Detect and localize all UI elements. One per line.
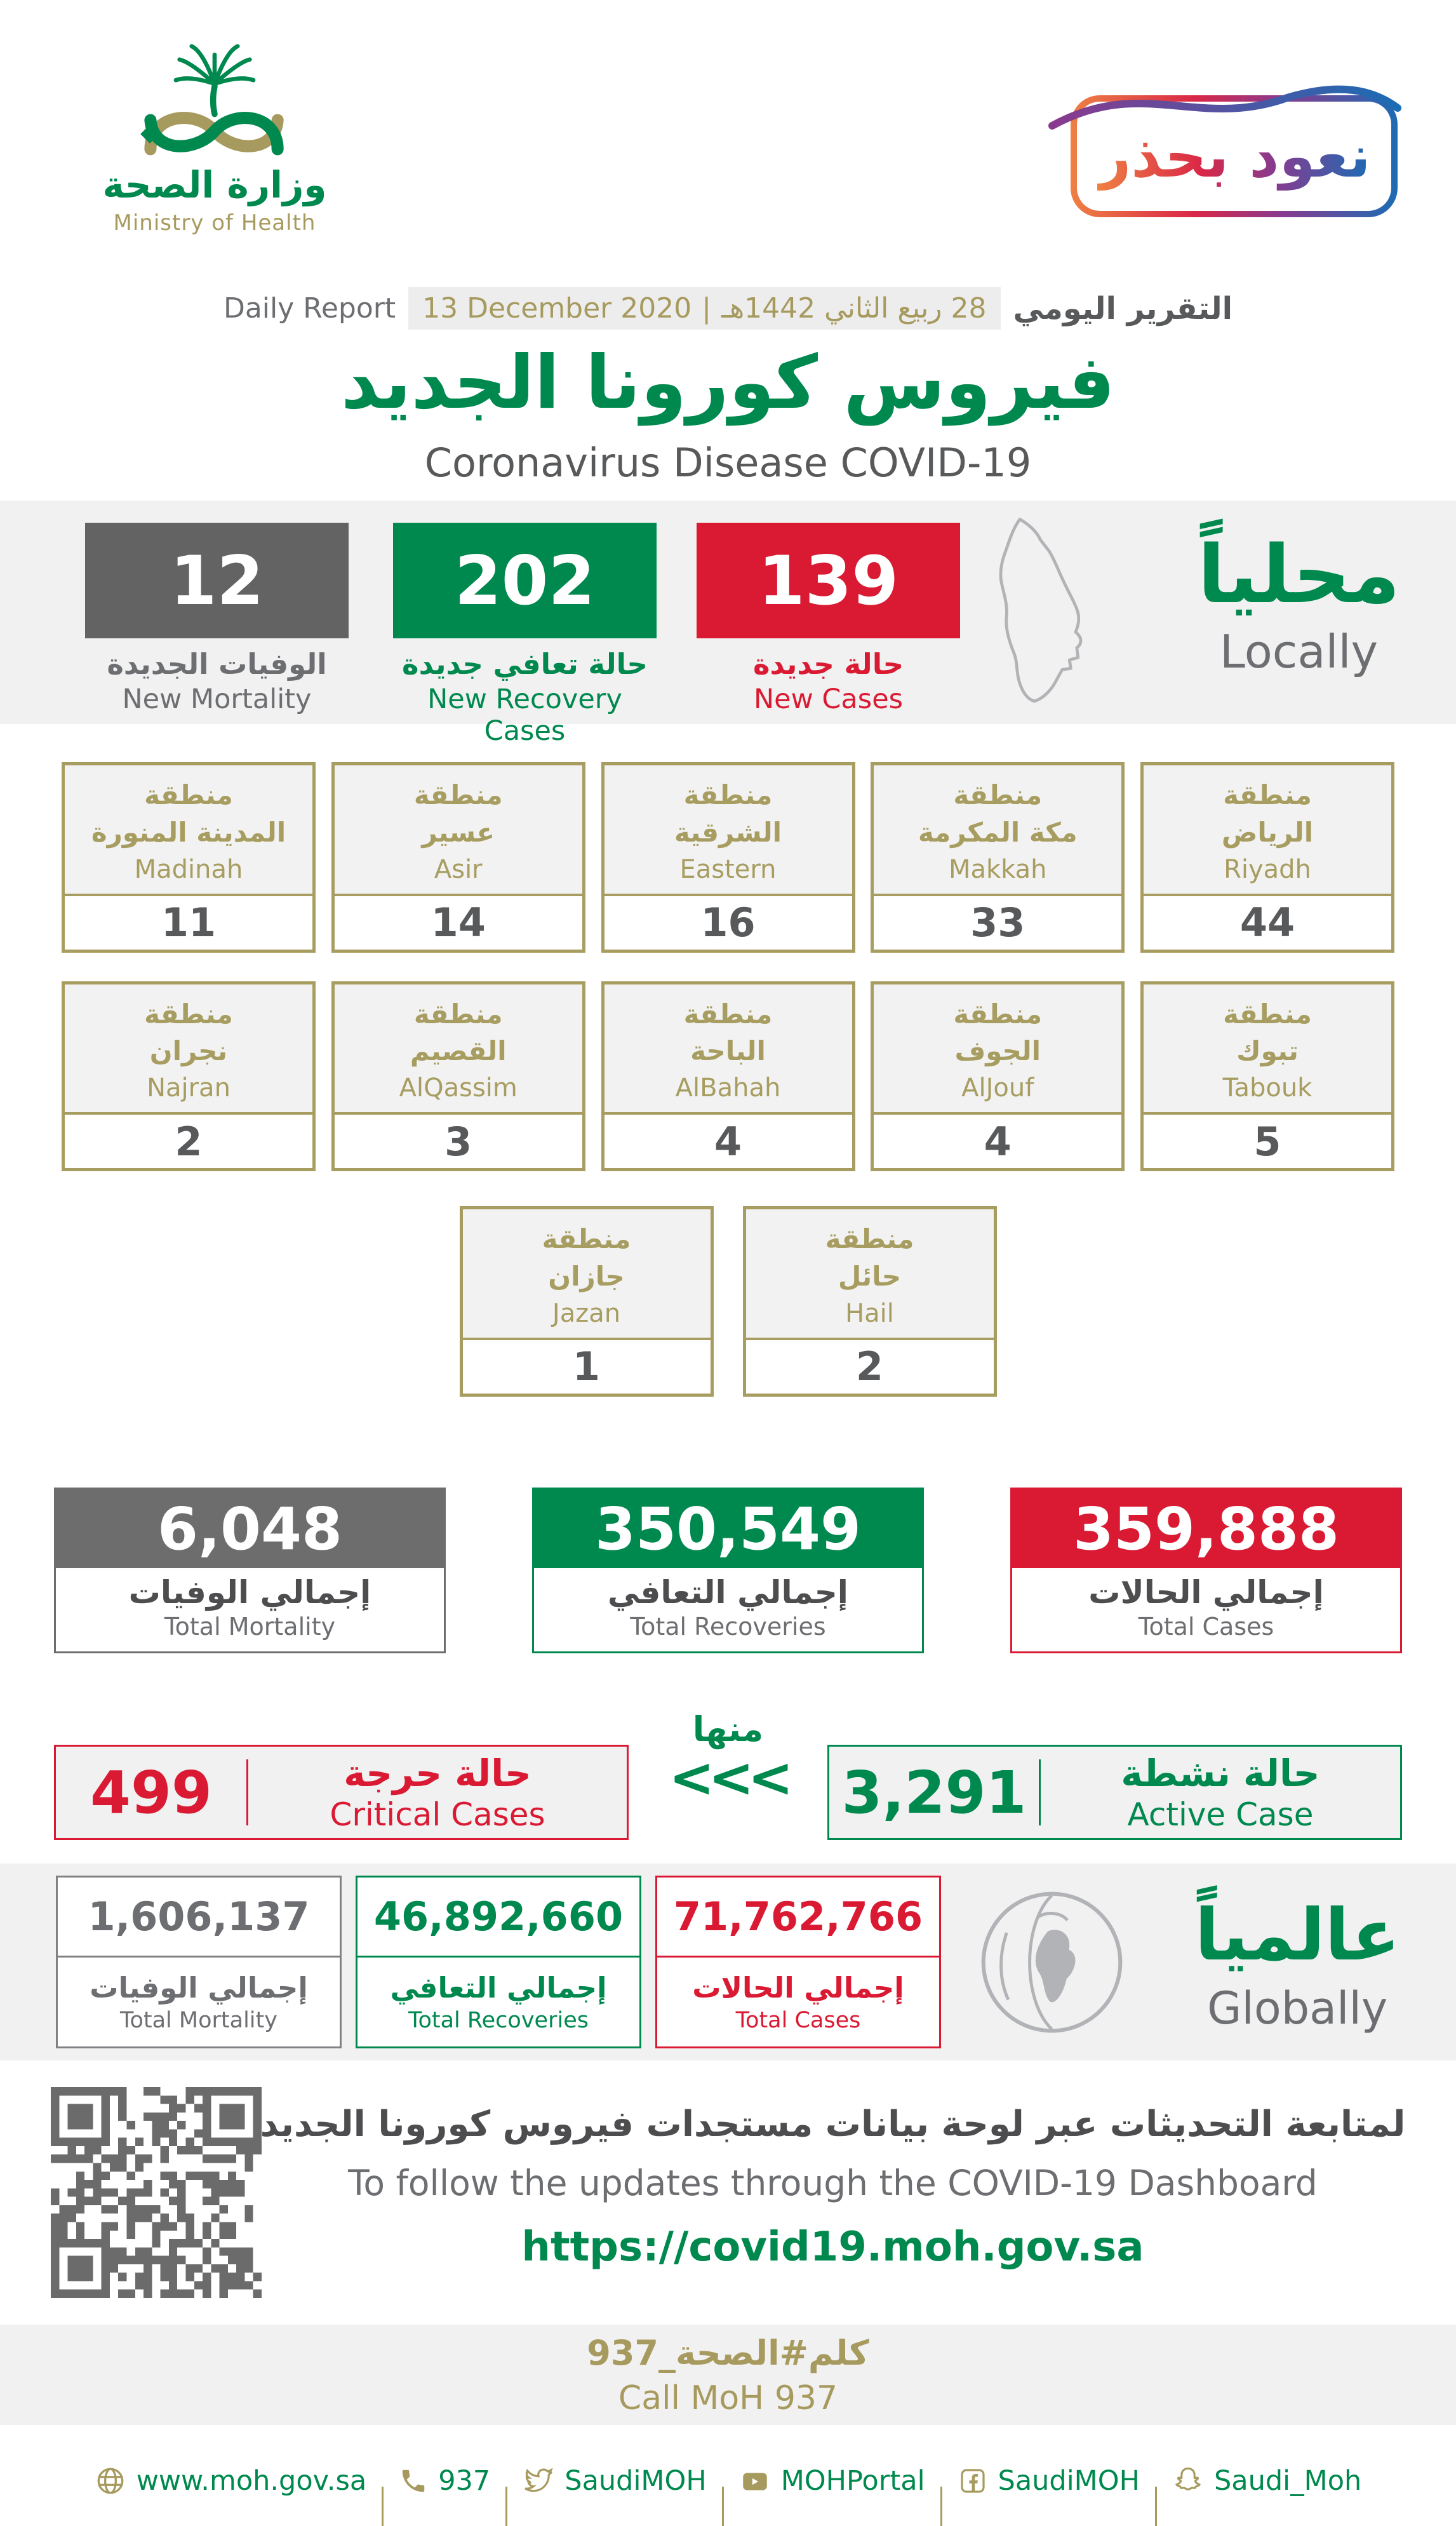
region-prefix: منطقة <box>1223 779 1312 810</box>
daily-report-label-ar: التقرير اليومي <box>1013 290 1233 326</box>
total-cases-value: 359,888 <box>1012 1489 1400 1568</box>
region-value: 4 <box>604 1115 852 1168</box>
region-name-ar: عسير <box>422 816 495 848</box>
global-recoveries-label-en: Total Recoveries <box>408 2008 589 2033</box>
region-name-ar: الرياض <box>1221 816 1314 848</box>
new-cases-label-en: New Cases <box>753 683 904 715</box>
moh-logo <box>75 30 354 236</box>
active-labels <box>1041 1752 1400 1833</box>
footer-link-website[interactable] <box>79 2455 382 2506</box>
region-name-ar: نجران <box>149 1035 228 1067</box>
globally-title-en: Globally <box>1207 1982 1388 2034</box>
region-name-ar: المدينة المنورة <box>91 816 286 848</box>
region-header <box>874 984 1121 1115</box>
call-moh-en: Call MoH 937 <box>618 2379 838 2417</box>
region-card-eastern <box>601 762 855 953</box>
regions-row-1 <box>0 762 1456 953</box>
footer-link-label: MOHPortal <box>780 2465 925 2497</box>
qr-code <box>51 2087 262 2298</box>
region-name-en: AlJouf <box>961 1073 1034 1103</box>
global-cases-card <box>655 1876 941 2048</box>
region-card-tabouk <box>1140 981 1394 1172</box>
region-name-ar: الشرقية <box>674 816 782 848</box>
snapchat-icon <box>1172 2465 1204 2497</box>
badge-frame <box>1071 95 1398 217</box>
of-which-label-ar: منها <box>692 1709 764 1749</box>
global-recoveries-label-ar: إجمالي التعافي <box>390 1971 607 2005</box>
date-separator: | <box>702 292 712 325</box>
region-name-ar: تبوك <box>1236 1035 1299 1067</box>
region-prefix: منطقة <box>542 1223 631 1255</box>
region-name-en: AlQassim <box>399 1073 518 1103</box>
region-value: 44 <box>1144 896 1391 950</box>
footer-link-twitter[interactable] <box>507 2455 721 2506</box>
region-header <box>335 765 582 896</box>
total-mortality-card <box>54 1488 446 1653</box>
facebook-icon <box>958 2466 988 2496</box>
logo-name-english: Ministry of Health <box>113 210 316 236</box>
global-card-labels <box>58 1958 340 2046</box>
globe-icon <box>95 2465 126 2497</box>
active-cases-value: 3,291 <box>841 1758 1027 1827</box>
region-value: 2 <box>746 1340 994 1394</box>
global-cases-label-en: Total Cases <box>735 2008 861 2033</box>
region-prefix: منطقة <box>683 779 773 810</box>
region-value: 3 <box>335 1115 582 1168</box>
region-header <box>1144 765 1391 896</box>
region-card-alqassim <box>331 981 585 1172</box>
critical-label-en: Critical Cases <box>330 1796 545 1833</box>
new-mortality-stat <box>85 523 349 715</box>
region-header <box>604 765 852 896</box>
global-card-labels <box>357 1958 639 2046</box>
dashboard-url-link[interactable]: https://covid19.moh.gov.sa <box>521 2224 1144 2271</box>
critical-labels <box>248 1752 627 1833</box>
dashboard-text-en: To follow the updates through the COVID-19 Dashboard <box>348 2163 1318 2203</box>
region-header <box>874 765 1121 896</box>
footer-link-snapchat[interactable] <box>1157 2455 1377 2506</box>
total-mortality-value: 6,048 <box>56 1489 444 1568</box>
phone-icon <box>399 2466 428 2496</box>
global-mortality-label-en: Total Mortality <box>120 2008 277 2033</box>
locally-stats-band <box>0 500 1456 747</box>
region-header <box>463 1209 711 1340</box>
chevrons-left-icon: <<< <box>669 1746 787 1810</box>
region-value: 11 <box>65 896 312 950</box>
new-cases-value: 139 <box>697 523 960 638</box>
totals-section <box>0 1435 1456 1653</box>
critical-cases-value: 499 <box>90 1758 213 1827</box>
region-card-madinah <box>62 762 316 953</box>
region-card-riyadh <box>1140 762 1394 953</box>
badge-inner <box>1077 102 1391 211</box>
total-card-labels <box>534 1568 922 1649</box>
total-recoveries-label-en: Total Recoveries <box>630 1612 826 1641</box>
global-card-labels <box>657 1958 939 2046</box>
region-prefix: منطقة <box>683 998 773 1030</box>
active-label-en: Active Case <box>1127 1796 1314 1833</box>
footer-link-facebook[interactable] <box>942 2455 1155 2506</box>
page-title-arabic: فيروس كورونا الجديد <box>340 340 1116 426</box>
region-prefix: منطقة <box>1223 998 1312 1030</box>
region-prefix: منطقة <box>144 779 233 810</box>
moh-logo-mark <box>110 30 319 161</box>
region-header <box>1144 984 1391 1115</box>
header-section <box>0 0 1456 500</box>
new-recovery-stat <box>393 523 657 747</box>
locally-title <box>1198 525 1400 678</box>
dashboard-section <box>0 2060 1456 2325</box>
footer-link-label: SaudiMOH <box>564 2465 707 2497</box>
footer-link-label: 937 <box>438 2465 491 2497</box>
region-value: 16 <box>604 896 852 950</box>
region-name-ar: القصيم <box>410 1035 507 1067</box>
dashboard-text-block <box>244 2104 1421 2271</box>
region-name-en: Tabouk <box>1222 1073 1312 1103</box>
new-mortality-value: 12 <box>85 523 349 638</box>
twitter-icon <box>523 2465 554 2497</box>
globe-icon <box>974 1884 1130 2040</box>
new-mortality-label-ar: الوفيات الجديدة <box>107 647 327 681</box>
global-mortality-card <box>56 1876 342 2048</box>
region-name-en: Riyadh <box>1224 854 1311 884</box>
regions-row-3 <box>0 1206 1456 1397</box>
regions-section <box>0 762 1456 1435</box>
region-prefix: منطقة <box>413 998 503 1030</box>
locally-title-ar: محلياً <box>1198 528 1400 621</box>
critical-cases-box <box>54 1745 629 1840</box>
region-prefix: منطقة <box>953 779 1043 810</box>
report-dates <box>408 287 1000 330</box>
region-name-ar: الجوف <box>954 1035 1041 1067</box>
region-card-najran <box>62 981 316 1172</box>
region-value: 5 <box>1144 1115 1391 1168</box>
gregorian-date: 13 December 2020 <box>422 292 692 325</box>
total-recoveries-value: 350,549 <box>534 1489 922 1568</box>
page-title-english: Coronavirus Disease COVID-19 <box>424 440 1032 486</box>
region-name-en: Makkah <box>948 854 1047 884</box>
region-value: 33 <box>874 896 1121 950</box>
region-value: 4 <box>874 1115 1121 1168</box>
region-card-makkah <box>871 762 1125 953</box>
of-which-indicator <box>629 1709 827 1810</box>
region-name-en: Asir <box>434 854 483 884</box>
global-cases-value: 71,762,766 <box>657 1878 939 1958</box>
global-mortality-label-ar: إجمالي الوفيات <box>90 1971 308 2005</box>
region-name-en: Eastern <box>679 854 777 884</box>
locally-title-en: Locally <box>1219 624 1379 678</box>
footer-link-label: www.moh.gov.sa <box>136 2465 367 2497</box>
region-value: 14 <box>335 896 582 950</box>
region-name-en: Najran <box>147 1073 230 1103</box>
total-cases-label-ar: إجمالي الحالات <box>1088 1574 1324 1611</box>
global-mortality-value: 1,606,137 <box>58 1878 340 1958</box>
region-prefix: منطقة <box>413 779 503 810</box>
new-mortality-label-en: New Mortality <box>122 683 312 715</box>
region-value: 1 <box>463 1340 711 1394</box>
total-card-labels <box>1012 1568 1400 1649</box>
region-card-asir <box>331 762 585 953</box>
region-prefix: منطقة <box>953 998 1043 1030</box>
report-date-line <box>0 287 1456 330</box>
region-header <box>65 765 312 896</box>
region-prefix: منطقة <box>144 998 233 1030</box>
region-card-hail <box>743 1206 997 1397</box>
critical-active-section <box>0 1653 1456 1864</box>
neoud-behathar-badge <box>1071 95 1398 217</box>
region-header <box>746 1209 994 1340</box>
new-recovery-value: 202 <box>393 523 657 638</box>
total-cases-label-en: Total Cases <box>1138 1612 1274 1641</box>
regions-row-2 <box>0 981 1456 1172</box>
total-recoveries-card <box>532 1488 924 1653</box>
badge-slogan: نعود بحذر <box>1097 122 1371 191</box>
region-name-ar: جازان <box>548 1260 625 1292</box>
region-card-jazan <box>460 1206 714 1397</box>
globally-stats-band <box>0 1864 1456 2060</box>
new-recovery-label-en: New Recovery Cases <box>427 683 622 747</box>
qr-code-image <box>51 2087 262 2298</box>
region-header <box>65 984 312 1115</box>
footer-link-label: SaudiMOH <box>998 2465 1140 2497</box>
region-card-albahah <box>601 981 855 1172</box>
region-header <box>335 984 582 1115</box>
region-name-ar: حائل <box>838 1260 902 1292</box>
total-card-labels <box>56 1568 444 1649</box>
active-label-ar: حالة نشطة <box>1121 1752 1320 1795</box>
footer-link-phone[interactable] <box>384 2455 505 2506</box>
critical-label-ar: حالة حرجة <box>344 1752 531 1795</box>
region-name-en: Madinah <box>134 854 243 884</box>
region-header <box>604 984 852 1115</box>
footer-link-youtube[interactable] <box>724 2455 940 2506</box>
total-recoveries-label-ar: إجمالي التعافي <box>608 1574 848 1611</box>
dashboard-text-ar: لمتابعة التحديثات عبر لوحة بيانات مستجدات فيروس كورونا الجديد <box>260 2104 1406 2145</box>
region-name-en: Jazan <box>552 1298 621 1328</box>
globally-title-ar: عالمياً <box>1194 1894 1400 1977</box>
new-recovery-label-ar: حالة تعافي جديدة <box>402 647 648 681</box>
total-mortality-label-en: Total Mortality <box>164 1612 336 1641</box>
new-cases-label-ar: حالة جديدة <box>752 647 904 681</box>
new-cases-stat <box>697 523 960 715</box>
call-moh-ar: كلم#الصحة_937 <box>587 2332 869 2373</box>
call-moh-band <box>0 2325 1456 2425</box>
hijri-date: 28 ربيع الثاني 1442هـ <box>721 292 987 325</box>
palm-tree-icon <box>176 46 253 114</box>
total-cases-card <box>1010 1488 1402 1653</box>
daily-report-label-en: Daily Report <box>223 292 396 325</box>
globally-title <box>1195 1890 1400 2034</box>
region-value: 2 <box>65 1115 312 1168</box>
logo-name-arabic: وزارة الصحة <box>102 163 327 206</box>
global-recoveries-card <box>356 1876 641 2048</box>
global-recoveries-value: 46,892,660 <box>357 1878 639 1958</box>
youtube-icon <box>739 2465 771 2497</box>
region-name-en: Hail <box>845 1298 894 1328</box>
footer-link-label: Saudi_Moh <box>1213 2465 1362 2497</box>
saudi-arabia-map-icon <box>975 513 1121 713</box>
global-cases-label-ar: إجمالي الحالات <box>692 1971 904 2005</box>
region-name-en: AlBahah <box>675 1073 781 1103</box>
total-mortality-label-ar: إجمالي الوفيات <box>128 1574 371 1611</box>
region-card-aljouf <box>871 981 1125 1172</box>
region-name-ar: الباحة <box>690 1035 766 1067</box>
region-name-ar: مكة المكرمة <box>918 816 1078 848</box>
footer-links-bar <box>0 2425 1456 2526</box>
region-prefix: منطقة <box>825 1223 914 1255</box>
active-cases-box <box>827 1745 1402 1840</box>
